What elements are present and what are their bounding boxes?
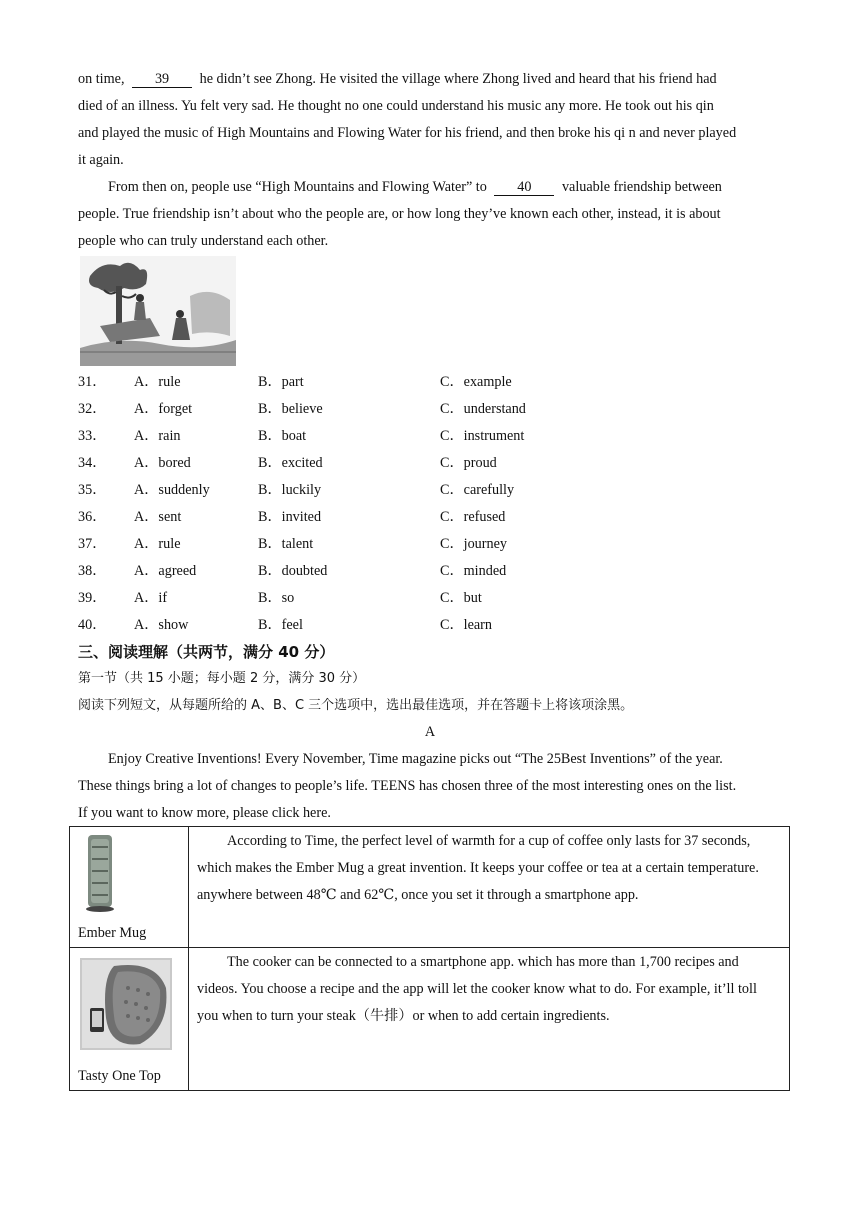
option-b: B．luckily — [258, 482, 322, 498]
passage-line-2: died of an illness. Yu felt very sad. He thought no one could understand his music any more. He took out his qin — [78, 98, 714, 114]
option-b: B．so — [258, 590, 295, 606]
option-b: B．excited — [258, 455, 323, 471]
option-b: B．invited — [258, 509, 322, 525]
option-a: A．sent — [134, 509, 182, 525]
table-row — [70, 948, 790, 1091]
option-c: C．understand — [440, 401, 526, 417]
landscape-illustration — [80, 256, 236, 366]
option-c: C．but — [440, 590, 482, 606]
question-number: 34． — [78, 455, 107, 471]
invention-name: Tasty One Top — [78, 1068, 161, 1084]
option-b: B．boat — [258, 428, 307, 444]
option-row — [78, 585, 678, 612]
option-a: A．forget — [134, 401, 193, 417]
table-row — [70, 827, 790, 948]
intro-line-2: These things bring a lot of changes to people’s life. TEENS has chosen three of the most interesting ones on the list. — [78, 778, 737, 794]
passage-text: he didn’t see Zhong. He visited the village where Zhong lived and heard that his friend had — [199, 71, 717, 87]
section-heading: 三、阅读理解（共两节，满分 40 分） — [78, 643, 335, 661]
question-number: 36． — [78, 509, 107, 525]
option-c: C．instrument — [440, 428, 525, 444]
question-number: 31． — [78, 374, 107, 390]
option-row — [78, 612, 678, 639]
invention-description: The cooker can be connected to a smartphone app. which has more than 1,700 recipes and videos. You choose a recipe and the app will let the cooker know what to do. For example, it’ll toll you when to turn your steak（牛排）or when to add certain ingredients. — [197, 954, 757, 1024]
passage-line-4: it again. — [78, 152, 124, 168]
question-number: 39． — [78, 590, 107, 606]
option-b: B．feel — [258, 617, 303, 633]
passage-text: valuable friendship between — [561, 179, 722, 195]
passage-line-6: people. True friendship isn’t about who the people are, or how long they’ve known each other, instead, it is about — [78, 206, 721, 222]
invention-description-cell — [189, 827, 790, 948]
question-number: 38． — [78, 563, 107, 579]
option-a: A．bored — [134, 455, 191, 471]
part-heading: 第一节（共 15 小题；每小题 2 分，满分 30 分） — [78, 671, 366, 686]
intro-line-1: Enjoy Creative Inventions! Every November, Time magazine picks out “The 25Best Inventions” of the year. — [108, 751, 723, 767]
option-c: C．example — [440, 374, 512, 390]
question-number: 37． — [78, 536, 107, 552]
invention-image-cell — [70, 827, 189, 948]
blank-39: 39 — [132, 71, 192, 88]
option-a: A．rain — [134, 428, 181, 444]
passage-line-3: and played the music of High Mountains and Flowing Water for his friend, and then broke his qi n and never played — [78, 125, 737, 141]
option-c: C．journey — [440, 536, 507, 552]
invention-description-cell — [189, 948, 790, 1091]
cooker-photo — [80, 958, 172, 1050]
option-row — [78, 477, 678, 504]
passage-letter: A — [424, 724, 436, 740]
passage-text: on time, — [78, 71, 125, 87]
blank-40: 40 — [494, 179, 554, 196]
option-c: C．refused — [440, 509, 506, 525]
question-number: 35． — [78, 482, 107, 498]
option-row — [78, 369, 678, 396]
passage-text: From then on, people use “High Mountains and Flowing Water” to — [108, 179, 487, 195]
option-b: B．part — [258, 374, 304, 390]
question-number: 40． — [78, 617, 107, 633]
option-row — [78, 450, 678, 477]
option-a: A．if — [134, 590, 168, 606]
instruction: 阅读下列短文，从每题所给的 A、B、C 三个选项中，选出最佳选项，并在答题卡上将该项涂黑。 — [78, 698, 634, 713]
question-number: 33． — [78, 428, 107, 444]
passage-line-7: people who can truly understand each other. — [78, 233, 329, 249]
option-a: A．rule — [134, 374, 181, 390]
passage-line-1 — [78, 66, 717, 93]
option-row — [78, 423, 678, 450]
option-c: C．minded — [440, 563, 507, 579]
question-number: 32． — [78, 401, 107, 417]
option-a: A．suddenly — [134, 482, 210, 498]
option-c: C．proud — [440, 455, 497, 471]
invention-description: According to Time, the perfect level of warmth for a cup of coffee only lasts for 37 seconds, which makes the Ember Mug a great invention. It keeps your coffee or tea at a certain temperature. anywhere between 48℃ and 62℃, once you set it through a smartphone app. — [197, 833, 759, 903]
invention-name: Ember Mug — [78, 925, 147, 941]
option-a: A．agreed — [134, 563, 197, 579]
option-b: B．believe — [258, 401, 323, 417]
intro-line-3: If you want to know more, please click here. — [78, 805, 331, 821]
mug-photo — [82, 833, 118, 913]
option-a: A．rule — [134, 536, 181, 552]
options-list — [78, 369, 678, 639]
option-b: B．talent — [258, 536, 314, 552]
option-row — [78, 558, 678, 585]
invention-image-cell — [70, 948, 189, 1091]
option-a: A．show — [134, 617, 189, 633]
option-c: C．carefully — [440, 482, 515, 498]
option-c: C．learn — [440, 617, 493, 633]
passage-line-5 — [108, 174, 722, 201]
option-row — [78, 396, 678, 423]
inventions-table — [69, 826, 790, 1091]
option-row — [78, 531, 678, 558]
option-row — [78, 504, 678, 531]
option-b: B．doubted — [258, 563, 328, 579]
